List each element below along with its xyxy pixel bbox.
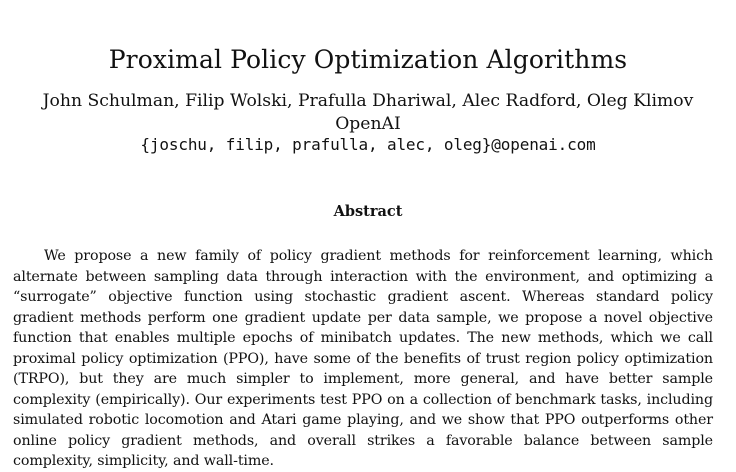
paper-title: Proximal Policy Optimization Algorithms	[108, 44, 628, 74]
abstract-heading: Abstract	[333, 203, 403, 220]
author-affiliation: OpenAI	[335, 114, 401, 134]
abstract-text: We propose a new family of policy gradient methods for reinforcement learning, which alternate between sampling data through interaction with the environment, and optimizing a “surrogate” objective function using stochastic gradient ascent. Whereas standard policy gradient methods perform one gradient update per data sample, we propose a novel objective function that enables multiple epochs of minibatch updates. The new methods, which we call proximal policy optimization (PPO), have some of the benefits of trust region policy optimization (TRPO), but they are much simpler to implement, more general, and have better sample complexity (empirically). Our experiments test PPO on a collection of benchmark tasks, including simulated robotic locomotion and Atari game playing, and we show that PPO outperforms other online policy gradient methods, and overall strikes a favorable balance between sample complexity, simplicity, and wall-time.	[13, 248, 713, 470]
author-list: John Schulman, Filip Wolski, Prafulla Dhariwal, Alec Radford, Oleg Klimov	[42, 91, 694, 111]
author-emails: {joschu, filip, prafulla, alec, oleg}@openai.com	[140, 135, 596, 154]
